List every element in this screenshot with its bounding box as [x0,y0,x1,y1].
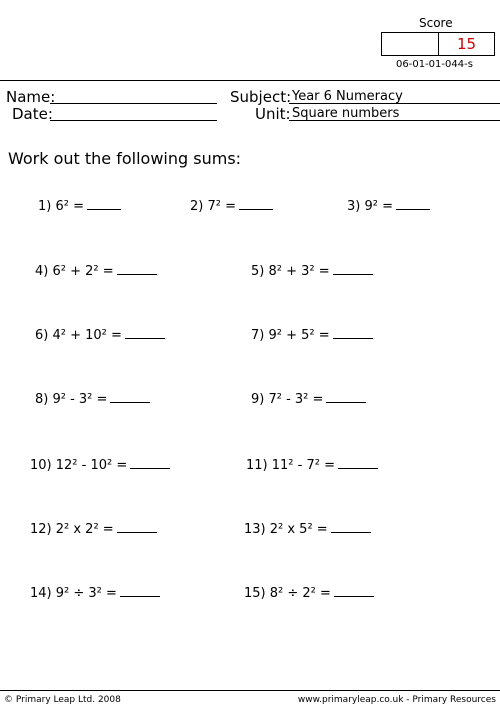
answer-blank[interactable] [334,584,374,597]
answer-blank[interactable] [333,262,373,275]
date-label: Date: [12,105,53,123]
question-2: 2) 7² = [190,197,273,214]
question-11: 11) 11² - 7² = [246,456,378,473]
answer-blank[interactable] [87,197,121,210]
score-box [381,32,495,56]
footer-copyright: © Primary Leap Ltd. 2008 [4,695,121,705]
answer-blank[interactable] [117,262,157,275]
question-10: 10) 12² - 10² = [30,456,170,473]
worksheet-code: 06-01-01-044-s [396,59,473,70]
question-1: 1) 6² = [38,197,121,214]
answer-blank[interactable] [117,520,157,533]
unit-label: Unit: [255,105,291,123]
question-12: 12) 2² x 2² = [30,520,157,537]
instruction-text: Work out the following sums: [8,149,242,168]
score-label: Score [419,16,453,30]
answer-blank[interactable] [333,326,373,339]
answer-blank[interactable] [130,456,170,469]
question-3: 3) 9² = [347,197,430,214]
score-value: 15 [456,35,477,53]
answer-blank[interactable] [338,456,378,469]
question-6: 6) 4² + 10² = [35,326,165,343]
subject-value: Year 6 Numeracy [292,89,403,104]
footer-rule [0,690,500,691]
answer-blank[interactable] [326,390,366,403]
name-label: Name: [6,88,56,106]
answer-blank[interactable] [120,584,160,597]
unit-field-line [289,120,500,121]
question-7: 7) 9² + 5² = [251,326,373,343]
question-14: 14) 9² ÷ 3² = [30,584,160,601]
question-9: 9) 7² - 3² = [251,390,366,407]
answer-blank[interactable] [331,520,371,533]
question-8: 8) 9² - 3² = [35,390,150,407]
subject-label: Subject: [230,88,292,106]
question-15: 15) 8² ÷ 2² = [244,584,374,601]
date-field-line [50,120,217,121]
answer-blank[interactable] [396,197,430,210]
question-4: 4) 6² + 2² = [35,262,157,279]
answer-blank[interactable] [110,390,150,403]
name-field-line [50,103,217,104]
header-rule [0,80,500,81]
subject-field-line [289,103,500,104]
footer-website: www.primaryleap.co.uk - Primary Resources [297,695,496,705]
unit-value: Square numbers [292,106,400,121]
question-13: 13) 2² x 5² = [244,520,371,537]
answer-blank[interactable] [125,326,165,339]
answer-blank[interactable] [239,197,273,210]
question-5: 5) 8² + 3² = [251,262,373,279]
